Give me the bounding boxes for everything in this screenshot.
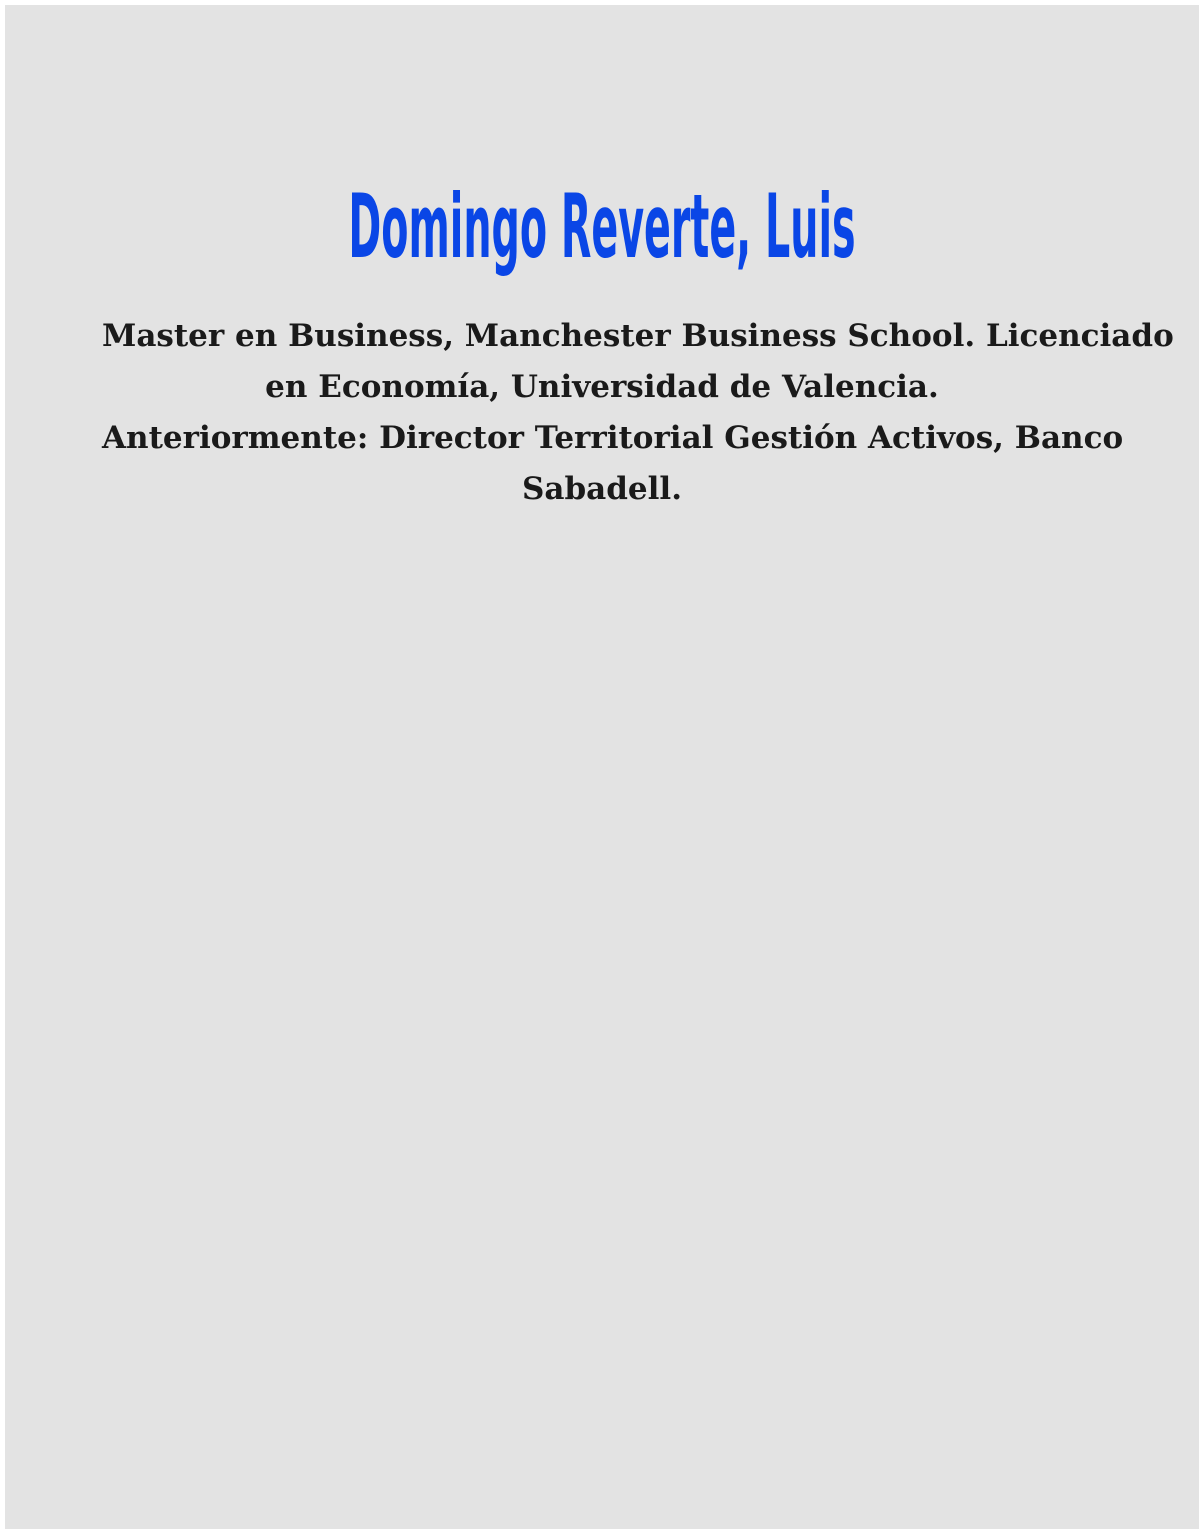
bio-page — [5, 5, 1199, 1529]
bio-line-previous-role-2: Sabadell. — [522, 471, 682, 507]
person-name-title: Domingo Reverte, Luis — [348, 175, 856, 278]
bio-line-education-1: Master en Business, Manchester Business School. Licenciado — [102, 318, 1174, 354]
bio-line-education-2: en Economía, Universidad de Valencia. — [265, 369, 939, 405]
bio-line-previous-role-1: Anteriormente: Director Territorial Gestión Activos, Banco — [102, 420, 1124, 456]
bio-paragraph — [102, 311, 1174, 515]
